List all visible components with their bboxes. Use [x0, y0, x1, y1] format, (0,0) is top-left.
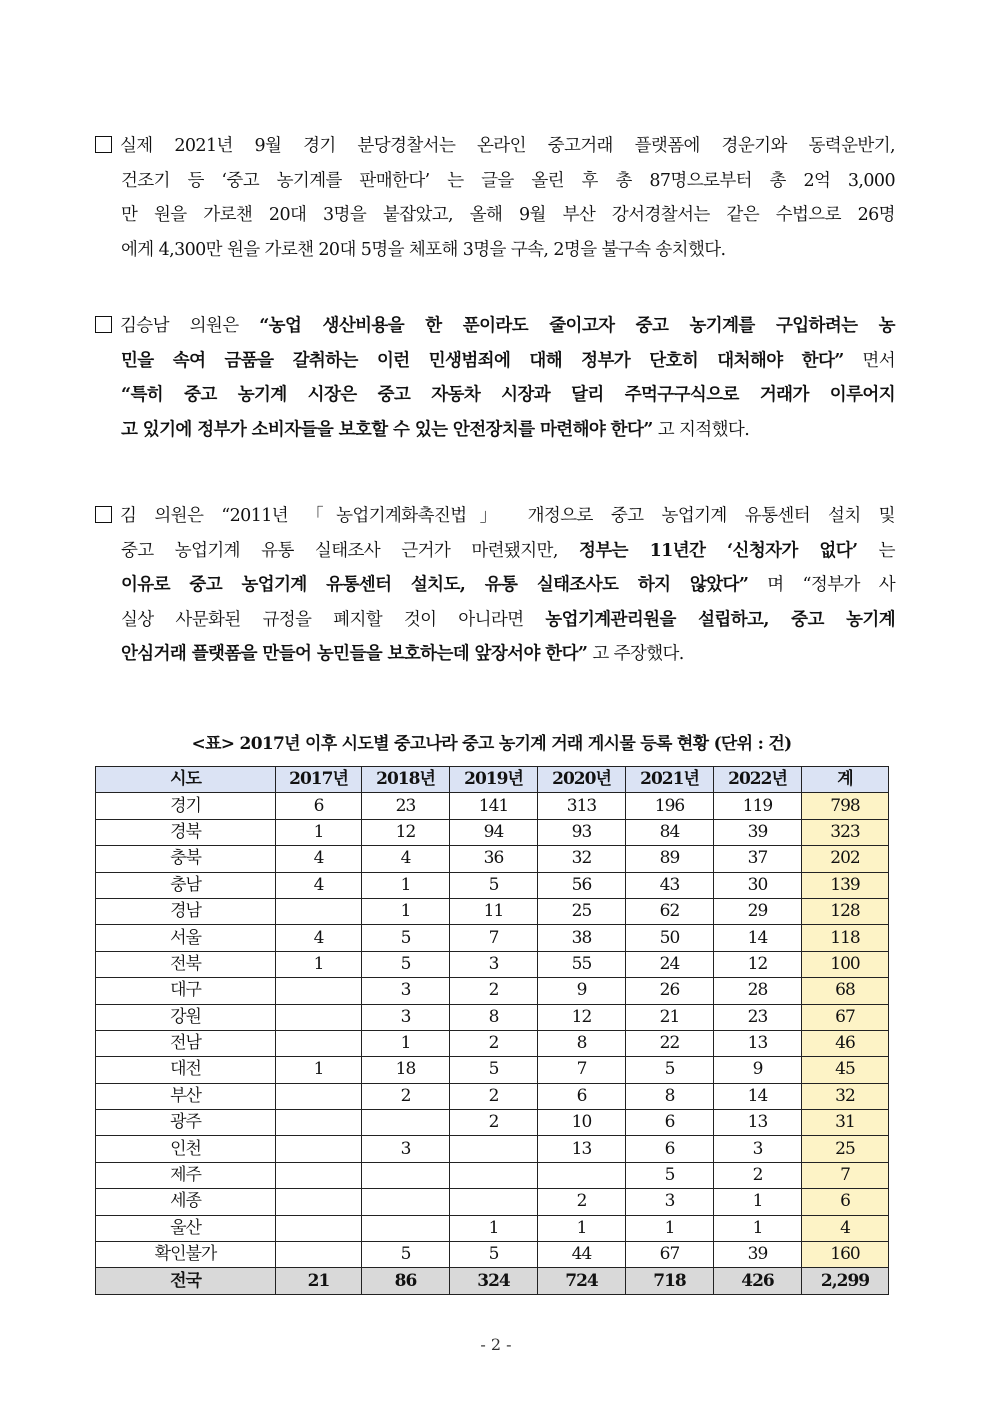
value-cell: 38	[538, 925, 626, 951]
sum-cell: 67	[802, 1004, 889, 1030]
region-cell: 전국	[96, 1268, 276, 1294]
sum-cell: 118	[802, 925, 889, 951]
paragraph-line	[95, 129, 895, 164]
paragraph-line	[95, 603, 895, 638]
value-cell: 13	[714, 1030, 802, 1056]
paragraph-line	[95, 378, 895, 413]
sum-cell: 45	[802, 1057, 889, 1083]
text-segment: 김승남 의원은	[120, 316, 260, 336]
paragraph-line	[95, 233, 895, 268]
table-row	[96, 925, 889, 951]
value-cell: 3	[450, 951, 538, 977]
text-segment: 는	[857, 540, 895, 561]
value-cell: 2	[538, 1189, 626, 1215]
value-cell	[362, 1110, 450, 1136]
value-cell	[276, 1004, 362, 1030]
value-cell: 8	[538, 1030, 626, 1056]
table-row	[96, 978, 889, 1004]
region-cell: 광주	[96, 1110, 276, 1136]
table-row	[96, 1162, 889, 1188]
value-cell	[276, 1136, 362, 1162]
value-cell: 25	[538, 898, 626, 924]
value-cell	[362, 1189, 450, 1215]
value-cell: 1	[362, 872, 450, 898]
region-cell: 울산	[96, 1215, 276, 1241]
total-row	[96, 1268, 889, 1294]
value-cell: 1	[362, 1030, 450, 1056]
region-cell: 전북	[96, 951, 276, 977]
region-cell: 인천	[96, 1136, 276, 1162]
table-row	[96, 846, 889, 872]
sum-cell: 323	[802, 819, 889, 845]
value-cell	[276, 1189, 362, 1215]
emphasized-text: 정부는 11년간 ‘신청자가 없다’	[578, 540, 858, 561]
value-cell: 29	[714, 898, 802, 924]
value-cell	[450, 1136, 538, 1162]
table-row	[96, 1215, 889, 1241]
region-cell: 대구	[96, 978, 276, 1004]
text-segment: 실제 2021년 9월 경기 분당경찰서는 온라인 중고거래 플랫폼에 경운기와 동력운반기,	[120, 136, 895, 156]
paragraph-line	[95, 413, 895, 448]
value-cell: 9	[714, 1057, 802, 1083]
value-cell: 67	[626, 1242, 714, 1268]
value-cell: 4	[362, 846, 450, 872]
value-cell: 62	[626, 898, 714, 924]
emphasized-text: 민을 속여 금품을 갈취하는 이런 민생범죄에 대해 정부가 단호히 대처해야 한다”	[121, 350, 844, 371]
table-row	[96, 1083, 889, 1109]
sum-cell: 100	[802, 951, 889, 977]
value-cell: 8	[450, 1004, 538, 1030]
value-cell: 18	[362, 1057, 450, 1083]
value-cell: 39	[714, 819, 802, 845]
paragraph-line	[95, 198, 895, 233]
value-cell: 718	[626, 1268, 714, 1294]
value-cell: 3	[362, 1004, 450, 1030]
checkbox-bullet-icon	[95, 316, 112, 333]
sum-cell: 7	[802, 1162, 889, 1188]
value-cell: 44	[538, 1242, 626, 1268]
value-cell: 2	[714, 1162, 802, 1188]
text-segment: 건조기 등 ‘중고 농기계를 판매한다’ 는 글을 올린 후 총 87명으로부터 총 2억 3,000	[121, 170, 895, 191]
column-header: 2018년	[362, 767, 450, 793]
table-body	[96, 793, 889, 1294]
value-cell	[276, 1242, 362, 1268]
value-cell: 4	[276, 925, 362, 951]
value-cell: 1	[276, 819, 362, 845]
value-cell: 12	[538, 1004, 626, 1030]
region-cell: 대전	[96, 1057, 276, 1083]
table-row	[96, 1030, 889, 1056]
text-segment: 중고 농업기계 유통 실태조사 근거가 마련됐지만,	[121, 540, 579, 561]
value-cell	[276, 1162, 362, 1188]
value-cell: 37	[714, 846, 802, 872]
text-segment: 고 지적했다.	[652, 419, 750, 440]
value-cell: 7	[450, 925, 538, 951]
paragraph-line	[95, 568, 895, 603]
value-cell: 3	[362, 978, 450, 1004]
value-cell: 56	[538, 872, 626, 898]
value-cell: 2	[450, 1110, 538, 1136]
value-cell: 1	[362, 898, 450, 924]
paragraph-line	[95, 344, 895, 379]
region-cell: 충북	[96, 846, 276, 872]
value-cell	[450, 1189, 538, 1215]
paragraph-kim-statement-1	[95, 309, 895, 447]
value-cell	[276, 1215, 362, 1241]
value-cell: 30	[714, 872, 802, 898]
value-cell: 21	[276, 1268, 362, 1294]
value-cell: 313	[538, 793, 626, 819]
value-cell	[276, 978, 362, 1004]
value-cell: 86	[362, 1268, 450, 1294]
text-segment: 김 의원은 “2011년 「농업기계화촉진법」 개정으로 중고 농업기계 유통센터 설치 및	[120, 506, 895, 526]
value-cell: 1	[626, 1215, 714, 1241]
value-cell: 22	[626, 1030, 714, 1056]
value-cell: 5	[626, 1057, 714, 1083]
value-cell: 3	[714, 1136, 802, 1162]
paragraph-line	[95, 534, 895, 569]
value-cell: 50	[626, 925, 714, 951]
text-segment: 면서	[843, 350, 895, 371]
region-cell: 부산	[96, 1083, 276, 1109]
value-cell	[276, 898, 362, 924]
value-cell: 3	[626, 1189, 714, 1215]
text-segment: 만 원을 가로챈 20대 3명을 붙잡았고, 올해 9월 부산 강서경찰서는 같은 수법으로 26명	[121, 205, 895, 225]
table-header-row	[96, 767, 889, 793]
value-cell: 55	[538, 951, 626, 977]
column-header: 계	[802, 767, 889, 793]
region-cell: 세종	[96, 1189, 276, 1215]
region-cell: 경남	[96, 898, 276, 924]
value-cell: 24	[626, 951, 714, 977]
value-cell: 1	[714, 1215, 802, 1241]
table-row	[96, 1004, 889, 1030]
paragraph-line	[95, 637, 895, 672]
value-cell: 9	[538, 978, 626, 1004]
sum-cell: 6	[802, 1189, 889, 1215]
value-cell	[276, 1110, 362, 1136]
paragraph-line	[95, 499, 895, 534]
value-cell: 5	[362, 925, 450, 951]
paragraph-police-cases	[95, 129, 895, 267]
region-cell: 강원	[96, 1004, 276, 1030]
sum-cell: 798	[802, 793, 889, 819]
sum-cell: 2,299	[802, 1268, 889, 1294]
table-row	[96, 1110, 889, 1136]
sum-cell: 68	[802, 978, 889, 1004]
value-cell: 119	[714, 793, 802, 819]
table-row	[96, 1057, 889, 1083]
value-cell: 4	[276, 872, 362, 898]
value-cell: 141	[450, 793, 538, 819]
region-cell: 경기	[96, 793, 276, 819]
value-cell: 21	[626, 1004, 714, 1030]
value-cell: 26	[626, 978, 714, 1004]
value-cell: 10	[538, 1110, 626, 1136]
value-cell: 8	[626, 1083, 714, 1109]
value-cell: 1	[276, 1057, 362, 1083]
column-header: 2021년	[626, 767, 714, 793]
value-cell: 1	[714, 1189, 802, 1215]
paragraph-line	[95, 164, 895, 199]
value-cell: 13	[538, 1136, 626, 1162]
paragraph-kim-statement-2	[95, 499, 895, 672]
value-cell: 2	[450, 978, 538, 1004]
value-cell: 36	[450, 846, 538, 872]
table-row	[96, 951, 889, 977]
value-cell: 28	[714, 978, 802, 1004]
value-cell: 89	[626, 846, 714, 872]
value-cell: 3	[362, 1136, 450, 1162]
column-header: 2017년	[276, 767, 362, 793]
value-cell: 13	[714, 1110, 802, 1136]
column-header: 2020년	[538, 767, 626, 793]
value-cell: 5	[450, 1057, 538, 1083]
table-row	[96, 793, 889, 819]
table-row	[96, 898, 889, 924]
value-cell: 23	[714, 1004, 802, 1030]
emphasized-text: “특히 중고 농기계 시장은 중고 자동차 시장과 달리 주먹구구식으로 거래가 이루어지	[121, 385, 895, 405]
region-cell: 제주	[96, 1162, 276, 1188]
value-cell: 6	[626, 1136, 714, 1162]
value-cell: 6	[538, 1083, 626, 1109]
value-cell	[450, 1162, 538, 1188]
value-cell: 84	[626, 819, 714, 845]
value-cell	[276, 1083, 362, 1109]
column-header: 시도	[96, 767, 276, 793]
value-cell: 32	[538, 846, 626, 872]
region-cell: 경북	[96, 819, 276, 845]
sum-cell: 202	[802, 846, 889, 872]
value-cell: 7	[538, 1057, 626, 1083]
region-cell: 확인불가	[96, 1242, 276, 1268]
value-cell: 324	[450, 1268, 538, 1294]
value-cell: 6	[276, 793, 362, 819]
table-row	[96, 1189, 889, 1215]
sum-cell: 25	[802, 1136, 889, 1162]
value-cell: 23	[362, 793, 450, 819]
sum-cell: 4	[802, 1215, 889, 1241]
value-cell: 5	[450, 1242, 538, 1268]
region-cell: 충남	[96, 872, 276, 898]
value-cell: 2	[362, 1083, 450, 1109]
region-cell: 서울	[96, 925, 276, 951]
sum-cell: 160	[802, 1242, 889, 1268]
checkbox-bullet-icon	[95, 136, 112, 153]
sum-cell: 31	[802, 1110, 889, 1136]
value-cell: 5	[362, 951, 450, 977]
table-row	[96, 872, 889, 898]
value-cell: 196	[626, 793, 714, 819]
value-cell: 426	[714, 1268, 802, 1294]
value-cell: 1	[450, 1215, 538, 1241]
table-row	[96, 1136, 889, 1162]
value-cell: 5	[362, 1242, 450, 1268]
region-cell: 전남	[96, 1030, 276, 1056]
value-cell	[276, 1030, 362, 1056]
value-cell: 11	[450, 898, 538, 924]
registration-table	[95, 766, 889, 1295]
value-cell: 14	[714, 925, 802, 951]
value-cell: 2	[450, 1083, 538, 1109]
sum-cell: 32	[802, 1083, 889, 1109]
table-row	[96, 1242, 889, 1268]
text-segment: 고 주장했다.	[587, 644, 684, 664]
page-number: - 2 -	[480, 1335, 512, 1354]
column-header: 2019년	[450, 767, 538, 793]
text-segment: 며 “정부가 사	[748, 575, 896, 595]
text-segment: 에게 4,300만 원을 가로챈 20대 5명을 체포해 3명을 구속, 2명을 불구속 송치했다.	[121, 239, 726, 260]
value-cell: 43	[626, 872, 714, 898]
value-cell: 12	[714, 951, 802, 977]
value-cell: 5	[626, 1162, 714, 1188]
value-cell: 724	[538, 1268, 626, 1294]
checkbox-bullet-icon	[95, 506, 112, 523]
emphasized-text: 농업기계관리원을 설립하고, 중고 농기계	[545, 609, 896, 630]
value-cell: 2	[450, 1030, 538, 1056]
emphasized-text: “농업 생산비용을 한 푼이라도 줄이고자 중고 농기계를 구입하려는 농	[259, 316, 895, 336]
value-cell: 1	[276, 951, 362, 977]
sum-cell: 46	[802, 1030, 889, 1056]
value-cell: 12	[362, 819, 450, 845]
value-cell: 93	[538, 819, 626, 845]
emphasized-text: 이유로 중고 농업기계 유통센터 설치도, 유통 실태조사도 하지 않았다”	[121, 575, 749, 595]
table-row	[96, 819, 889, 845]
value-cell: 39	[714, 1242, 802, 1268]
value-cell: 14	[714, 1083, 802, 1109]
sum-cell: 128	[802, 898, 889, 924]
table-title: <표> 2017년 이후 시도별 중고나라 중고 농기계 거래 게시물 등록 현황 (단위 : 건)	[191, 734, 792, 754]
text-segment: 실상 사문화된 규정을 폐지할 것이 아니라면	[121, 609, 546, 630]
value-cell: 6	[626, 1110, 714, 1136]
value-cell: 94	[450, 819, 538, 845]
value-cell: 1	[538, 1215, 626, 1241]
value-cell	[362, 1162, 450, 1188]
sum-cell: 139	[802, 872, 889, 898]
value-cell	[362, 1215, 450, 1241]
value-cell: 5	[450, 872, 538, 898]
paragraph-line	[95, 309, 895, 344]
emphasized-text: 고 있기에 정부가 소비자들을 보호할 수 있는 안전장치를 마련해야 한다”	[121, 419, 653, 440]
value-cell: 4	[276, 846, 362, 872]
value-cell	[538, 1162, 626, 1188]
column-header: 2022년	[714, 767, 802, 793]
emphasized-text: 안심거래 플랫폼을 만들어 농민들을 보호하는데 앞장서야 한다”	[121, 644, 588, 664]
